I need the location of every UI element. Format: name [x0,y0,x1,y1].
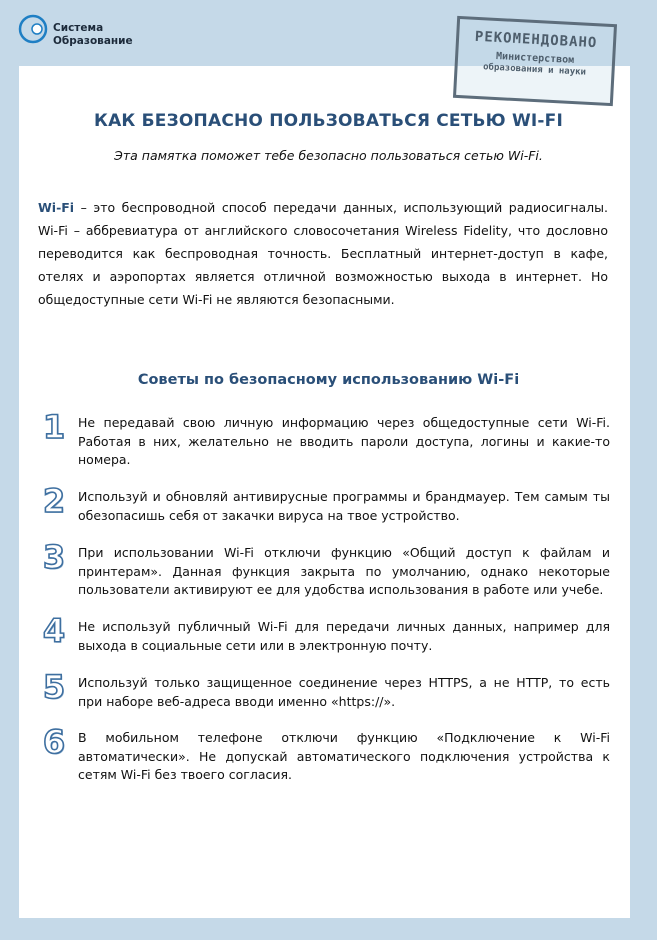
stamp-line2: Министерством [495,50,575,67]
page-title: КАК БЕЗОПАСНО ПОЛЬЗОВАТЬСЯ СЕТЬЮ WI-FI [93,111,564,131]
tip-text: В мобильном телефоне отключи функцию «Подключение к Wi-Fi автоматически». Не допускай автоматического подключения устройства к сетям Wi-Fi без твоего согласия. [78,730,610,782]
stamp-line3: образования и науки [482,62,587,78]
tip-text: Используй только защищенное соединение через HTTPS, а не HTTP, то есть при наборе веб-адреса вводи именно «https://». [78,675,610,709]
logo-icon [18,14,48,44]
tip-text: При использовании Wi-Fi отключи функцию «Общий доступ к файлам и принтерам». Данная функция закрыта по умолчанию, однако некоторые пользователи активируют ее для удобства использования в работе или учебе. [78,545,610,597]
intro-paragraph [38,196,608,311]
intro-text: – это беспроводной способ передачи данных, использующий радиосигналы. Wi-Fi – аббревиатура от английского словосочетания Wireless Fidelity, что дословно переводится как беспроводная точность. Бесплатный интернет-доступ в кафе, отелях и аэропортах является отличной возможностью выхода в интернет. Но общедоступные сети Wi-Fi не являются безопасными. [38,200,608,307]
intro-term: Wi-Fi [38,200,75,215]
stamp-line1: РЕКОМЕНДОВАНО [474,28,598,52]
page-subtitle: Эта памятка поможет тебе безопасно пользоваться сетью Wi-Fi. [114,148,543,163]
tip-text: Не используй публичный Wi-Fi для передачи личных данных, например для выхода в социальные сети или в электронную почту. [78,619,610,653]
logo-text-line1: Система [53,22,104,34]
tip-text: Используй и обновляй антивирусные программы и брандмауер. Тем самым ты обезопасишь себя от закачки вируса на твое устройство. [78,489,610,523]
tip-number: 6 [42,723,66,761]
tip-number: 4 [42,612,66,650]
tip-number: 3 [42,538,66,576]
tip-number: 1 [42,408,66,446]
tips-heading: Советы по безопасному использованию Wi-Fi [137,372,520,388]
logo [18,14,158,54]
tip-number: 2 [42,482,66,520]
tip-number: 5 [42,668,66,706]
tip-text: Не передавай свою личную информацию через общедоступные сети Wi-Fi. Работая в них, желательно не вводить пароли доступа, логины и какие-то номера. [78,415,610,467]
logo-text-line2: Образование [53,35,133,47]
recommended-stamp [453,16,617,106]
